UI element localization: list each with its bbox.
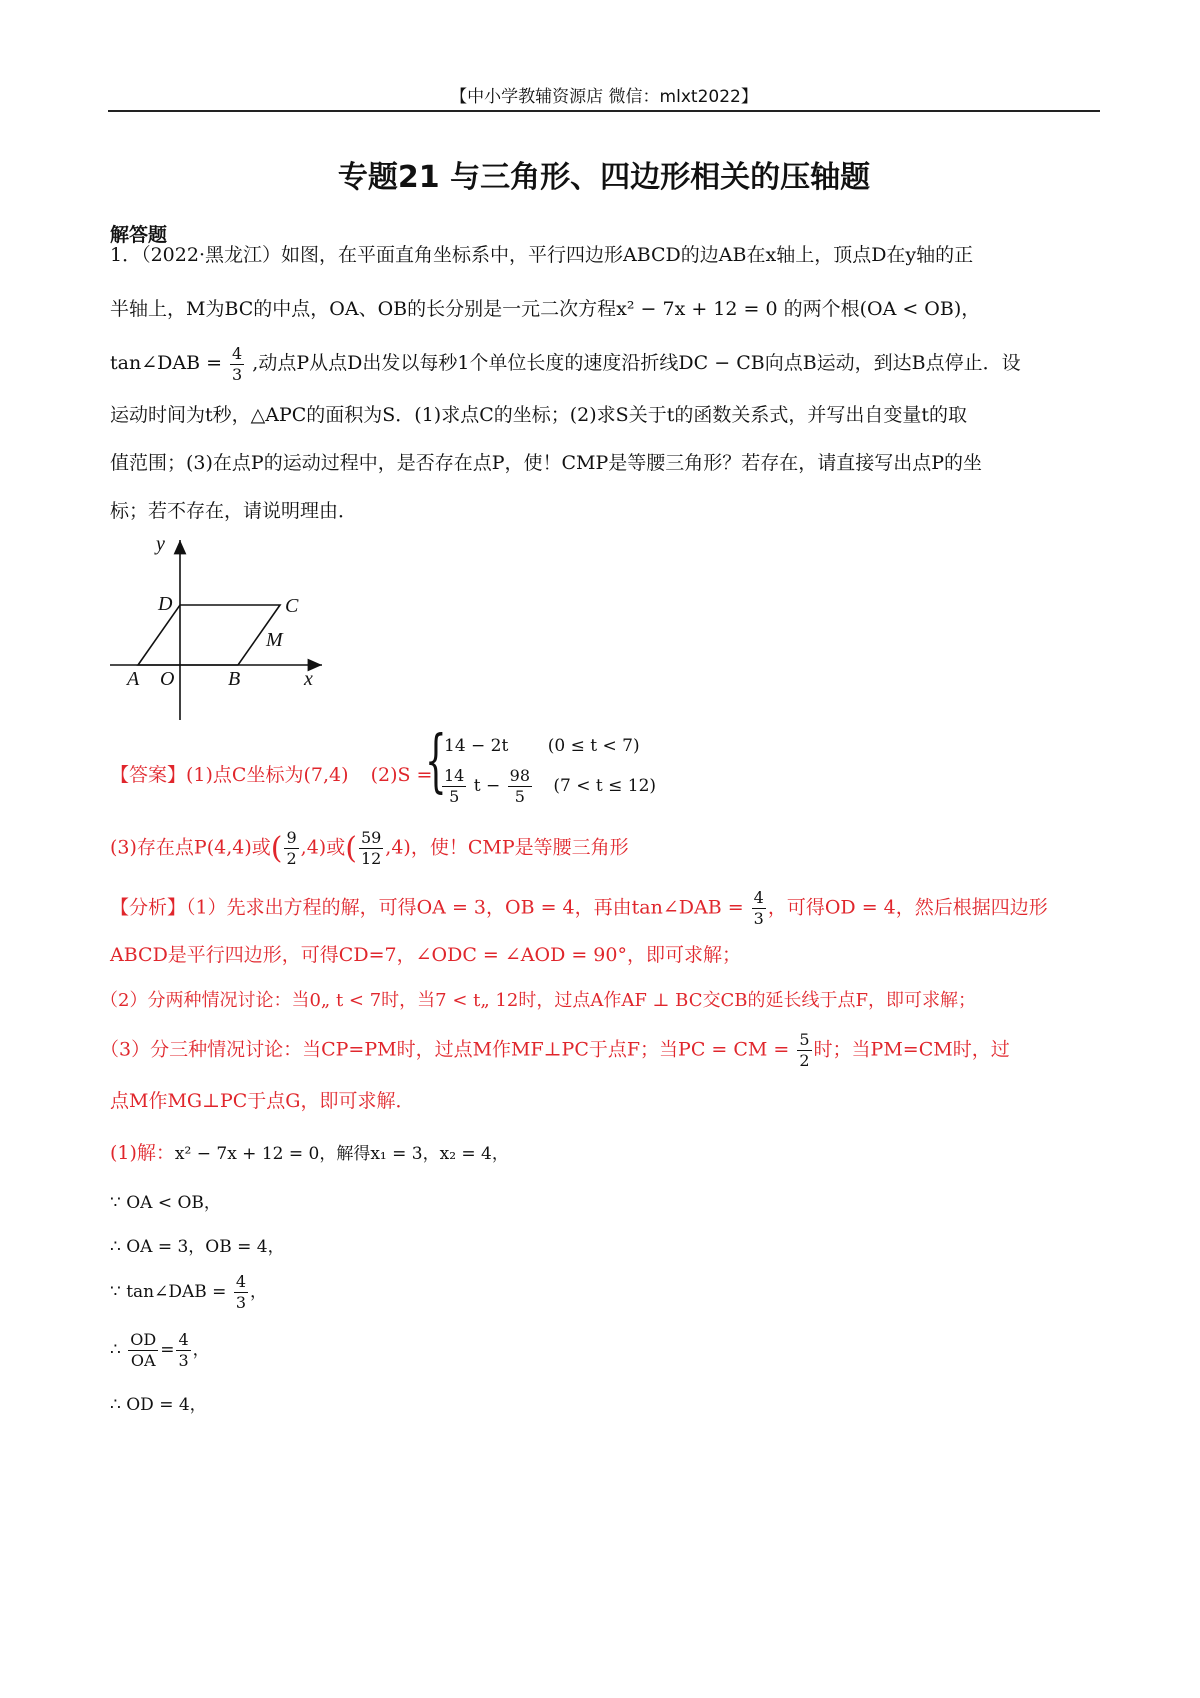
label-o: O [160, 668, 175, 690]
fraction-denominator: 3 [232, 364, 243, 384]
answer-part-1: (1)点C坐标为(7,4) [186, 764, 349, 786]
analysis-text-tail: ，可得OD = 4，然后根据四边形 [767, 896, 1048, 919]
fraction-numerator: OD [130, 1330, 157, 1349]
fraction-numerator: 98 [509, 766, 531, 785]
analysis-line-4 [100, 1030, 1010, 1071]
case-2-range: (7 < t ≤ 12) [553, 776, 657, 796]
answer-part-3-end: ，使！CMP是等腰三角形 [410, 836, 629, 859]
fraction-denominator: 2 [799, 1051, 810, 1070]
analysis-line-3: （2）分两种情况讨论：当0„ t < 7时，当7 < t„ 12时，过点A作AF ⊥ BC交CB的延长线于点F，即可求解； [100, 990, 977, 1011]
question-tan: tan∠DAB = [110, 352, 222, 374]
analysis-tag: 【分析】 [110, 896, 187, 919]
fraction-denominator: 5 [514, 787, 525, 806]
fraction-numerator: 4 [178, 1330, 189, 1349]
fraction-denominator: 12 [360, 849, 382, 868]
case-2-fraction-2 [508, 766, 532, 807]
question-line-6: 标；若不存在，请说明理由． [110, 500, 358, 522]
answer-line-3 [110, 828, 629, 869]
solution-line-1 [110, 1138, 509, 1165]
solution-text-tail: ， [192, 1340, 210, 1360]
question-fraction [230, 344, 244, 385]
solution-text: x² − 7x + 12 = 0，解得x₁ = 3，x₂ = 4， [174, 1144, 509, 1164]
case-1-range: (0 ≤ t < 7) [547, 736, 640, 756]
fraction-denominator: 3 [178, 1351, 189, 1370]
solution-line-6: ∴ OD = 4， [110, 1395, 207, 1415]
point-fraction-2 [359, 828, 383, 869]
solution-fraction [176, 1330, 190, 1371]
case-2-middle: t − [473, 776, 501, 796]
question-line-1: 1．（2022·黑龙江）如图，在平面直角坐标系中，平行四边形ABCD的边AB在x轴上，顶点D在y轴的正 [110, 244, 974, 266]
paren: ( [345, 831, 357, 866]
analysis-line-2: ABCD是平行四边形，可得CD=7，∠ODC = ∠AOD = 90°，即可求解； [110, 944, 741, 966]
fraction-numerator: 4 [235, 1272, 247, 1291]
fraction-denominator: 3 [235, 1293, 247, 1312]
solution-fraction [234, 1272, 248, 1313]
coordinate-figure [100, 530, 360, 780]
fraction-denominator: 3 [753, 909, 764, 928]
question-line-3-tail: ,动点P从点D出发以每秒1个单位长度的速度沿折线DC − CB向点B运动，到达B点停止．设 [252, 352, 1021, 374]
solution-line-5 [110, 1330, 210, 1371]
label-c: C [285, 595, 299, 617]
analysis-line-5: 点M作MG⊥PC于点G，即可求解． [110, 1090, 415, 1112]
question-line-2: 半轴上，M为BC的中点，OA、OB的长分别是一元二次方程x² − 7x + 12 = 0 的两个根(OA < OB)， [110, 298, 981, 320]
solution-line-4 [110, 1272, 267, 1313]
question-line-4: 运动时间为t秒，△APC的面积为S．(1)求点C的坐标；(2)求S关于t的函数关系式，并写出自变量t的取 [110, 404, 967, 426]
label-d: D [158, 593, 173, 615]
point-2-tail: ,4) [300, 836, 327, 859]
fraction-numerator: 4 [232, 343, 243, 363]
case-2-fraction-1 [442, 766, 466, 807]
solution-fraction [128, 1330, 158, 1371]
point-3-tail: ,4) [385, 836, 411, 859]
answer-part-2-prefix: (2)S = [370, 764, 433, 786]
section-heading: 解答题 [110, 224, 168, 246]
piecewise-brace: { [425, 722, 447, 801]
analysis-fraction [752, 888, 766, 929]
answer-part-3-start: (3)存在点P(4,4)或 [110, 836, 271, 859]
case-1-expression: 14 − 2t [444, 736, 509, 756]
label-x: x [304, 668, 313, 690]
analysis-line-1 [110, 888, 1048, 929]
fraction-numerator: 5 [799, 1030, 810, 1049]
label-b: B [228, 668, 241, 690]
header-divider [108, 110, 1100, 112]
therefore-symbol: ∴ [110, 1340, 121, 1360]
or-text: 或 [326, 836, 346, 859]
fraction-numerator: 59 [360, 828, 382, 847]
analysis-text-tail: 时；当PM=CM时，过 [813, 1038, 1010, 1061]
solution-line-3: ∴ OA = 3，OB = 4， [110, 1237, 285, 1257]
answer-line-1 [110, 760, 432, 787]
analysis-fraction [797, 1030, 811, 1071]
fraction-numerator: 14 [444, 766, 465, 785]
solution-text-tail: ， [250, 1282, 268, 1302]
piecewise-case-2 [440, 766, 656, 807]
label-m: M [266, 629, 283, 651]
label-y: y [156, 533, 165, 555]
paren: ( [270, 831, 283, 866]
fraction-denominator: 5 [449, 787, 460, 806]
solution-label: (1)解： [110, 1142, 175, 1164]
analysis-text: （3）分三种情况讨论：当CP=PM时，过点M作MF⊥PC于点F；当PC = CM = [100, 1038, 790, 1061]
label-a: A [127, 668, 140, 690]
solution-line-2: ∵ OA < OB， [110, 1193, 221, 1213]
analysis-text: （1）先求出方程的解，可得OA = 3，OB = 4，再由tan∠DAB = [186, 896, 744, 919]
fraction-numerator: 4 [753, 888, 764, 907]
piecewise-case-1 [444, 736, 640, 756]
fraction-denominator: 2 [286, 849, 297, 868]
page-title: 专题21 与三角形、四边形相关的压轴题 [337, 160, 871, 195]
solution-text: ∵ tan∠DAB = [110, 1282, 227, 1302]
equals-sign: = [160, 1340, 175, 1360]
fraction-denominator: OA [130, 1351, 156, 1370]
question-line-3 [110, 336, 1100, 390]
fraction-numerator: 9 [286, 828, 297, 847]
question-line-5: 值范围；(3)在点P的运动过程中，是否存在点P，使！CMP是等腰三角形？若存在，请直接写出点P的坐 [110, 452, 983, 474]
point-fraction-1 [284, 828, 298, 869]
page-header: 【中小学教辅资源店 微信：mlxt2022】 [450, 87, 758, 107]
answer-tag: 【答案】 [110, 764, 187, 786]
